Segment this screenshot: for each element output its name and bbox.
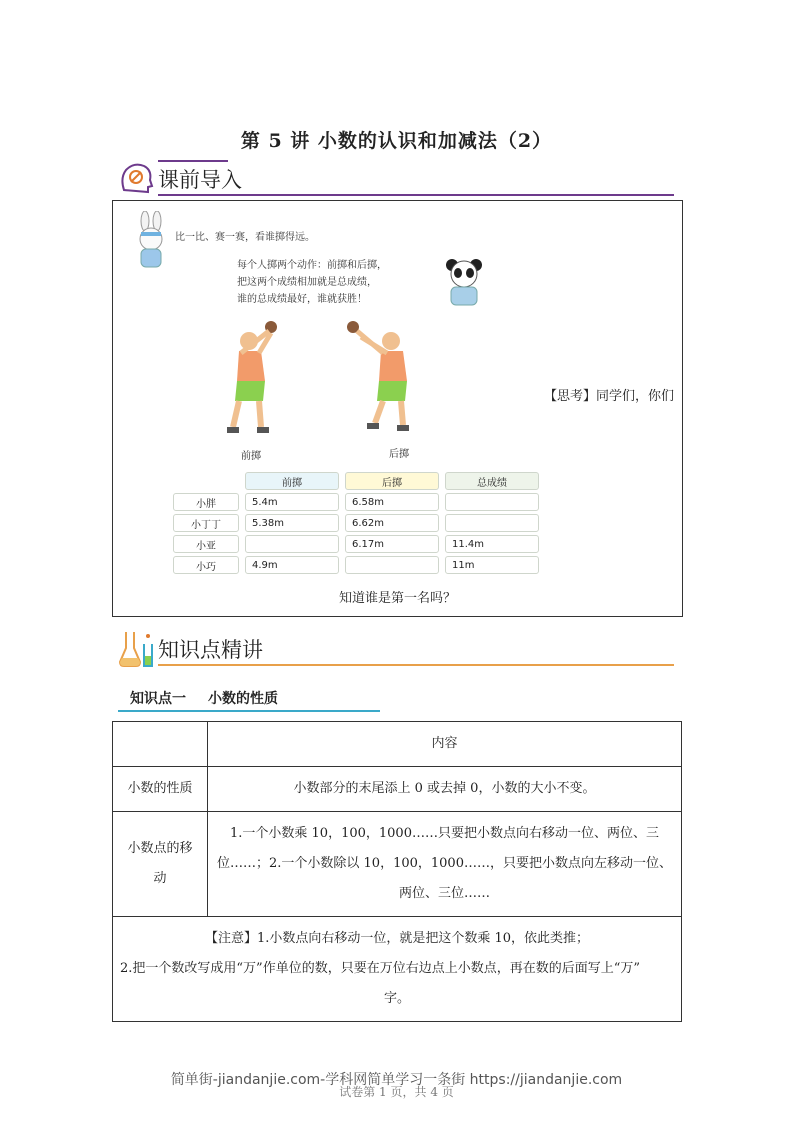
row-name-line: 动 <box>153 871 167 886</box>
thrower-front-illustration <box>221 319 291 447</box>
row-name-line: 小数点的移 <box>127 841 193 856</box>
note-line: 字。 <box>383 991 410 1006</box>
content-line: 位……；2.一个小数除以 10，100，1000……，只要把小数点向左移动一位、 <box>217 856 672 871</box>
caption-front: 前掷 <box>241 451 261 462</box>
table-row <box>173 514 539 532</box>
content-line: 1.一个小数乘 10，100，1000……只要把小数点向右移动一位、两位、三 <box>230 826 659 841</box>
rule-line: 谁的总成绩最好，谁就获胜！ <box>237 294 367 305</box>
section-label: 课前导入 <box>158 168 242 192</box>
page-title: 第 5 讲 小数的认识和加减法（2） <box>240 130 553 152</box>
note-line: 【注意】1.小数点向右移动一位，就是把这个数乘 10，依此类推； <box>204 931 590 946</box>
think-prompt: 【思考】同学们，你们 <box>543 389 674 404</box>
question-text: 知道谁是第一名吗？ <box>338 591 456 606</box>
bubble-rules <box>237 257 387 308</box>
head-icon <box>118 160 156 200</box>
table-corner <box>173 472 239 490</box>
table-cell <box>245 535 339 553</box>
table-cell: 4.9m <box>245 556 339 574</box>
table-cell: 5.4m <box>245 493 339 511</box>
table-cell <box>445 493 539 511</box>
column-header: 内容 <box>208 722 682 767</box>
row-name <box>113 812 208 917</box>
table-cell: 11.4m <box>445 535 539 553</box>
note-cell <box>113 917 682 1022</box>
content-line: 两位、三位…… <box>398 886 490 901</box>
table-row <box>113 722 682 767</box>
intro-box <box>112 200 683 617</box>
table-cell: 小数部分的末尾添上 0 或去掉 0，小数的大小不变。 <box>208 767 682 812</box>
table-cell <box>345 556 439 574</box>
column-header: 前掷 <box>245 472 339 490</box>
table-cell: 11m <box>445 556 539 574</box>
row-name: 小胖 <box>173 493 239 511</box>
row-name: 小巧 <box>173 556 239 574</box>
rule-line: 每个人掷两个动作：前掷和后掷， <box>237 260 387 271</box>
thrower-back-illustration <box>345 319 425 443</box>
table-row <box>113 767 682 812</box>
table-cell <box>208 812 682 917</box>
panda-icon <box>443 257 485 307</box>
bubble-compete: 比一比、赛一赛，看谁掷得远。 <box>175 232 315 243</box>
kp-name: 小数的性质 <box>208 691 278 707</box>
table-row <box>113 812 682 917</box>
knowledge-point-heading <box>118 686 380 712</box>
section-heading-knowledge <box>118 630 674 668</box>
table-row <box>113 917 682 1022</box>
table-row <box>173 535 539 553</box>
table-corner <box>113 722 208 767</box>
knowledge-table <box>112 721 682 1022</box>
page-number: 试卷第 1 页，共 4 页 <box>339 1085 454 1099</box>
kp-number: 知识点一 <box>130 691 186 707</box>
row-name: 小亚 <box>173 535 239 553</box>
row-name: 小数的性质 <box>113 767 208 812</box>
rabbit-icon <box>131 211 171 269</box>
column-header: 后掷 <box>345 472 439 490</box>
table-row <box>173 472 539 490</box>
note-line: 2.把一个数改写成用“万”作单位的数，只要在万位右边点上小数点，再在数的后面写上“万” <box>120 961 640 976</box>
table-row <box>173 493 539 511</box>
table-cell <box>445 514 539 532</box>
caption-back: 后掷 <box>389 449 409 460</box>
section-label: 知识点精讲 <box>158 638 263 662</box>
section-heading-intro <box>118 160 674 198</box>
table-row <box>173 556 539 574</box>
watermark-text: 简单街-jiandanjie.com-学科网简单学习一条街 https://jiandanjie.com <box>170 1072 623 1088</box>
table-cell: 6.58m <box>345 493 439 511</box>
row-name: 小丁丁 <box>173 514 239 532</box>
table-cell: 5.38m <box>245 514 339 532</box>
score-table <box>167 469 545 577</box>
knowledge-point-label <box>130 688 278 708</box>
flask-icon <box>118 628 156 672</box>
column-header: 总成绩 <box>445 472 539 490</box>
rule-line: 把这两个成绩相加就是总成绩， <box>237 277 377 288</box>
table-cell: 6.17m <box>345 535 439 553</box>
table-cell: 6.62m <box>345 514 439 532</box>
